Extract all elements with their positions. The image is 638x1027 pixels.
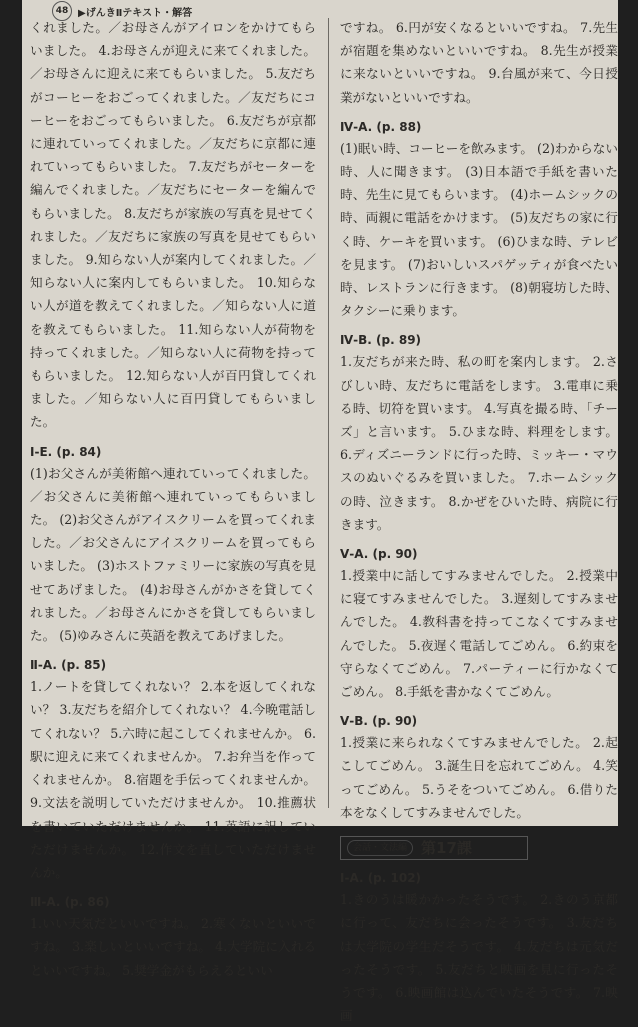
section-body-17-1a: 1.きのうは暖かかったそうです。 2.きのう京都に行って、友だちに会ったそうです。 3.友だちは大学院の学生だそうです。 4.友だちは元気だったそうです。 5.友だちと映画を見に行ったそうです。 6.映画館は込んでいたそうです。 7.映画	[340, 892, 618, 1024]
right-column	[340, 16, 618, 1027]
lesson-title: 第17課	[421, 838, 472, 857]
section-heading-5a: Ⅴ-A. (p. 90)	[340, 547, 418, 562]
lesson-banner	[340, 836, 528, 860]
section-body-4a: (1)眠い時、コーヒーを飲みます。 (2)わからない時、人に聞きます。 (3)日本語で手紙を書いた時、先生に見てもらいます。 (4)ホームシックの時、両親に電話をかけます。 (5)友だちの家に行く時、ケーキを買います。 (6)ひまな時、テレビを見ます。 (7)おいしいスパゲッティが食べたい時、レストランに行きます。 (8)朝寝坊した時、タクシーに乗ります。	[340, 140, 618, 319]
column-divider	[328, 18, 329, 808]
running-title: ▶げんきⅡテキスト・解答	[78, 7, 193, 19]
lesson-tag: 会話・文法編	[347, 840, 413, 856]
section-body-1e: (1)お父さんが美術館へ連れていってくれました。／お父さんに美術館へ連れていってもらいました。 (2)お父さんがアイスクリームを買ってくれました。／お父さんにアイスクリームを買ってもらいました。 (3)ホストファミリーに家族の写真を見せてあげました。 (4)お母さんがかさを貸してくれました。／お母さんにかさを貸してもらいました。 (5)ゆみさんに英語を教えてあげました。	[30, 465, 316, 644]
section-body-5a: 1.授業中に話してすみませんでした。 2.授業中に寝てすみませんでした。 3.遅刻してすみませんでした。 4.教科書を持ってこなくてすみませんでした。 5.夜遅く電話してごめん。 6.約束を守らなくてごめん。 7.パーティーに行かなくてごめん。 8.手紙を書かなくてごめん。	[340, 568, 618, 700]
section-heading-4a: Ⅳ-A. (p. 88)	[340, 119, 422, 134]
section-heading-1e: Ⅰ-E. (p. 84)	[30, 444, 102, 459]
section-heading-3a: Ⅲ-A. (p. 86)	[30, 895, 110, 910]
left-column	[30, 16, 316, 982]
section-heading-4b: Ⅳ-B. (p. 89)	[340, 333, 422, 348]
section-body-3a: 1.いい天気だといいですね。 2.寒くないといいですね。 3.楽しいといいですね。 4.大学院に入れるといいですね。 5.奨学金がもらえるといい	[30, 916, 316, 978]
section-body-4b: 1.友だちが来た時、私の町を案内します。 2.さびしい時、友だちに電話をします。 3.電車に乗る時、切符を買います。 4.写真を撮る時、「チーズ」と言います。 5.ひまな時、料理をします。 6.ディズニーランドに行った時、ミッキー・マウスのぬいぐるみを買いました。 7.ホームシックの時、泣きます。 8.かぜをひいた時、病院に行きます。	[340, 354, 618, 532]
section-heading-2a: Ⅱ-A. (p. 85)	[30, 658, 107, 673]
section-heading-17-1a: Ⅰ-A. (p. 102)	[340, 871, 422, 886]
left-intro-text: くれました。／お母さんがアイロンをかけてもらいました。 4.お母さんが迎えに来てくれました。／お母さんに迎えに来てもらいました。 5.友だちがコーヒーをおごってくれました。／友だちにコーヒーをおごってもらいました。 6.友だちが京都に連れていってくれました。／友だちに京都に連れていってもらいました。 7.友だちがセーターを編んでくれました。／友だちにセーターを編んでもらいました。 8.友だちが家族の写真を見せてくれました。／友だちに家族の写真を見せてもらいました。 9.知らない人が案内してくれました。／知らない人に案内してもらいました。 10.知らない人が道を教えてくれました。／知らない人に道を教えてもらいました。 11.知らない人が荷物を持ってくれました。／知らない人に荷物を持ってもらいました。 12.知らない人が百円貸してくれました。／知らない人に百円貸してもらいました。	[30, 20, 316, 430]
section-body-5b: 1.授業に来られなくてすみませんでした。 2.起こしてごめん。 3.誕生日を忘れてごめん。 4.笑ってごめん。 5.うそをついてごめん。 6.借りた本をなくしてすみませんでした。	[340, 735, 618, 820]
section-body-2a: 1.ノートを貸してくれない？ 2.本を返してくれない？ 3.友だちを紹介してくれない？ 4.今晩電話してくれない？ 5.六時に起こしてくれませんか。 6.駅に迎えに来てくれませんか。 7.お弁当を作ってくれませんか。 8.宿題を手伝ってくれませんか。 9.文法を説明していただけませんか。 10.推薦状を書いていただけませんか。 11.英語に訳していただけませんか。 12.作文を直していただけませんか。	[30, 679, 316, 880]
book-page	[22, 0, 618, 1024]
section-heading-5b: Ⅴ-B. (p. 90)	[340, 714, 418, 729]
right-intro-text: ですね。 6.円が安くなるといいですね。 7.先生が宿題を集めないといいですね。 8.先生が授業に来ないといいですね。 9.台風が来て、今日授業がないといいですね。	[340, 20, 618, 105]
page-number: 48	[52, 1, 72, 21]
